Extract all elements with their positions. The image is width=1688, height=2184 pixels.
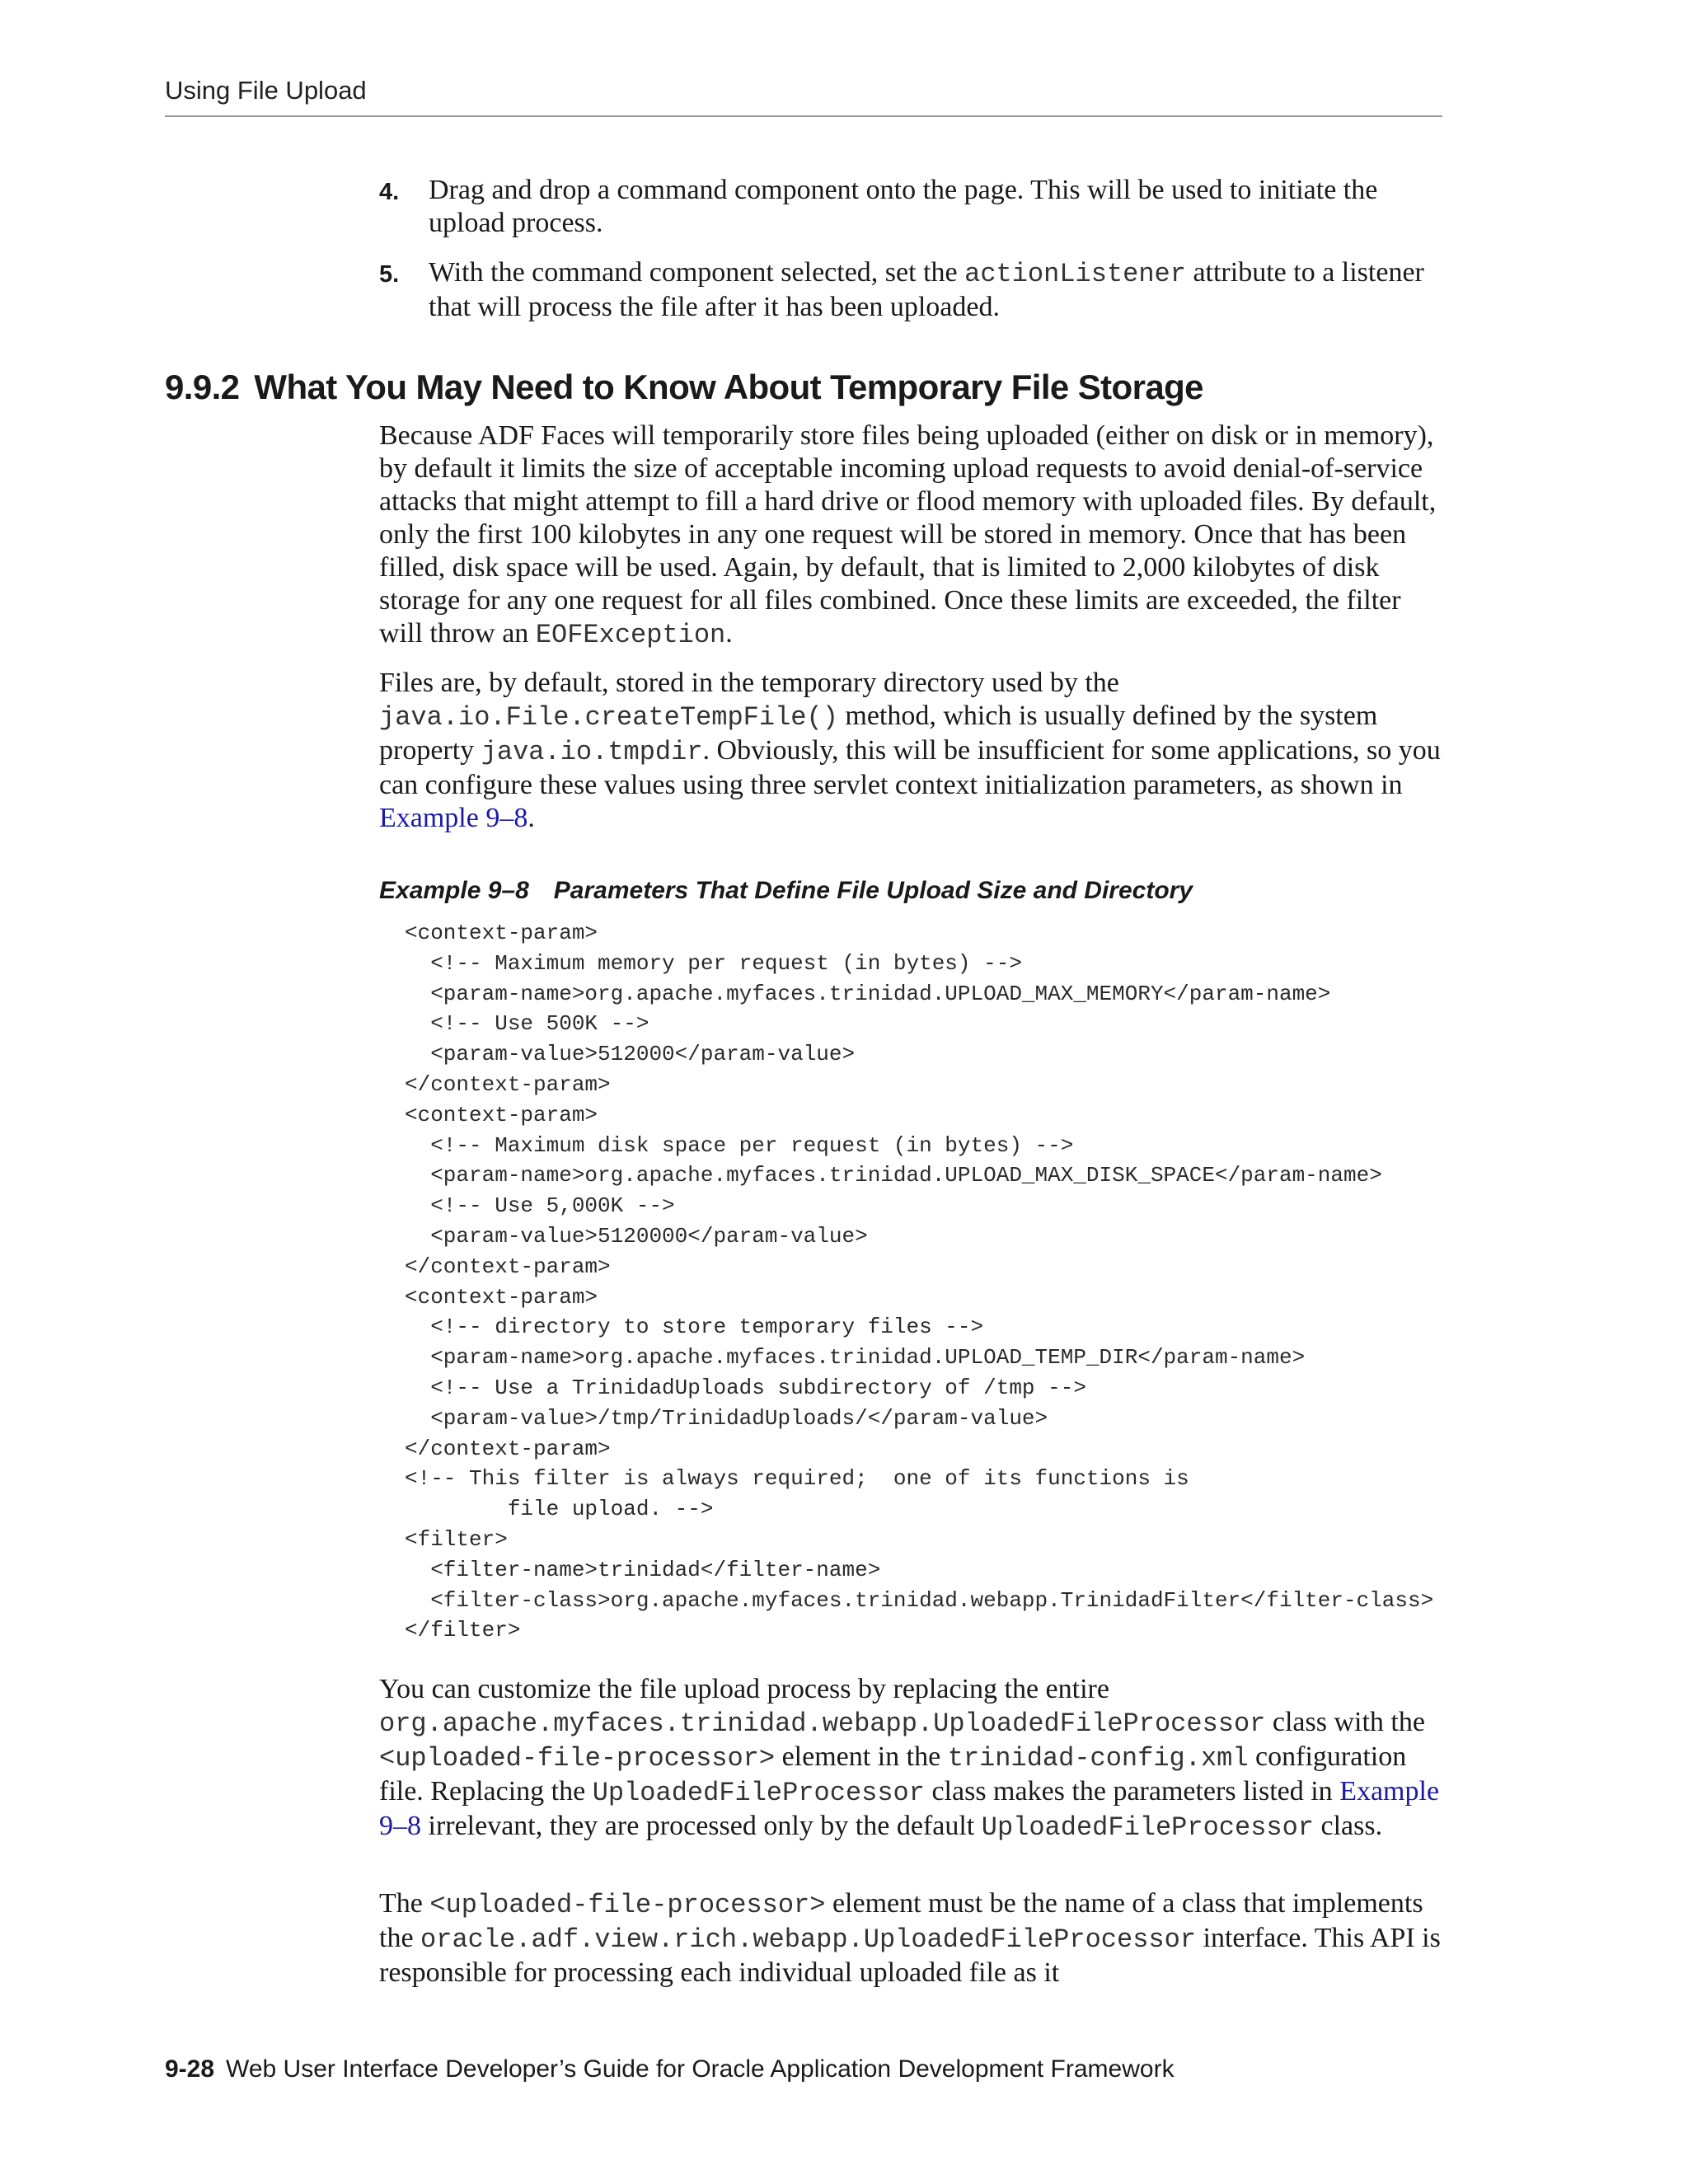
paragraph-text: class with the xyxy=(1265,1707,1425,1737)
paragraph-text: class makes the parameters listed in xyxy=(924,1776,1340,1807)
step-number: 4. xyxy=(379,179,400,205)
example-caption xyxy=(379,877,1193,905)
inline-code: oracle.adf.view.rich.webapp.UploadedFileProcessor xyxy=(420,1924,1196,1955)
paragraph-text: method, which is usually defined by the system property xyxy=(379,701,1378,766)
header-rule xyxy=(165,115,1442,117)
paragraph-text: Because ADF Faces will temporarily store files being uploaded (either on disk or in memory), by default it limits the size of acceptable incoming upload requests to avoid denial-of-service attacks that might attempt to fill a hard drive or flood memory with uploaded files. By default, only the first 100 kilobytes in any one request will be stored in memory. Once that has been filled, disk space will be used. Again, by default, that is limited to 2,000 kilobytes of disk storage for any one request for all files combined. Once these limits are exceeded, the filter will throw an xyxy=(379,420,1437,649)
paragraph-customize-upload xyxy=(379,1673,1451,1844)
inline-code: UploadedFileProcessor xyxy=(981,1812,1314,1843)
step-4 xyxy=(379,174,1451,240)
paragraph-text: The xyxy=(379,1888,430,1919)
example-label: Example 9–8 xyxy=(379,877,529,904)
code-example: <context-param> <!-- Maximum memory per request (in bytes) --> <param-name>org.apache.myfaces.trinidad.UPLOAD_MAX_MEMORY</param-name> <!-- Use 500K --> <param-value>512000</param-value> </context-param> <context-param> <!-- Maximum disk space per request (in bytes) --> <param-name>org.apache.myfaces.trinidad.UPLOAD_MAX_DISK_SPACE</param-name> <!-- Use 5,000K --> <param-value>5120000</param-value> </context-param> <context-param> <!-- directory to store temporary files --> <param-name>org.apache.myfaces.trinidad.UPLOAD_TEMP_DIR</param-name> <!-- Use a TrinidadUploads subdirectory of /tmp --> <param-value>/tmp/TrinidadUploads/</param-value> </context-param> <!-- This filter is always required; one of its functions is file upload. --> <filter> <filter-name>trinidad</filter-name> <filter-class>org.apache.myfaces.trinidad.webapp.TrinidadFilter</filter-class> </filter> xyxy=(405,921,1434,1643)
inline-code: actionListener xyxy=(964,259,1186,289)
paragraph-storage-location xyxy=(379,667,1451,835)
page-footer xyxy=(165,2055,1175,2083)
inline-code: java.io.tmpdir xyxy=(481,737,703,767)
paragraph-text: configuration file. Replacing the xyxy=(379,1741,1407,1807)
section-number: 9.9.2 xyxy=(165,368,240,406)
example-link[interactable]: Example 9–8 xyxy=(379,1776,1440,1841)
inline-code: org.apache.myfaces.trinidad.webapp.UploadedFileProcessor xyxy=(379,1708,1266,1739)
inline-code: trinidad-config.xml xyxy=(947,1743,1249,1774)
example-link[interactable]: Example 9–8 xyxy=(379,803,528,833)
step-text: Drag and drop a command component onto the page. This will be used to initiate the upload process. xyxy=(429,175,1378,238)
example-title: Parameters That Define File Upload Size and Directory xyxy=(553,877,1193,904)
step-5 xyxy=(379,256,1451,324)
paragraph-text: interface. This API is responsible for processing each individual uploaded file as it xyxy=(379,1923,1441,1988)
step-text: attribute to a listener that will process the file after it has been uploaded. xyxy=(429,257,1424,322)
paragraph-text: You can customize the file upload process by replacing the entire xyxy=(379,1674,1109,1704)
inline-code: EOFException xyxy=(535,620,726,650)
paragraph-text: Files are, by default, stored in the temporary directory used by the xyxy=(379,668,1119,698)
page-number: 9-28 xyxy=(165,2055,215,2083)
running-header: Using File Upload xyxy=(165,76,367,105)
procedure-steps xyxy=(379,174,1451,340)
paragraph-text: . xyxy=(725,618,733,649)
step-number: 5. xyxy=(379,261,400,288)
inline-code: UploadedFileProcessor xyxy=(592,1778,925,1808)
paragraph-text: class. xyxy=(1314,1811,1383,1841)
paragraph-text: . Obviously, this will be insufficient for some applications, so you can configure these values using three servlet context initialization parameters, as shown in xyxy=(379,735,1441,800)
paragraph-processor-element xyxy=(379,1887,1451,1990)
step-text: With the command component selected, set the xyxy=(429,257,965,288)
book-title: Web User Interface Developer’s Guide for Oracle Application Development Framework xyxy=(226,2055,1175,2083)
paragraph-temporary-storage xyxy=(379,419,1451,652)
paragraph-text: . xyxy=(528,803,535,833)
section-heading xyxy=(165,368,1203,407)
inline-code: <uploaded-file-processor> xyxy=(429,1890,826,1920)
paragraph-text: irrelevant, they are processed only by the default xyxy=(421,1811,982,1841)
inline-code: <uploaded-file-processor> xyxy=(379,1743,776,1774)
paragraph-text: element must be the name of a class that implements the xyxy=(379,1888,1423,1953)
paragraph-text: element in the xyxy=(775,1741,948,1772)
section-title: What You May Need to Know About Temporary File Storage xyxy=(254,368,1203,406)
inline-code: java.io.File.createTempFile() xyxy=(379,702,838,733)
